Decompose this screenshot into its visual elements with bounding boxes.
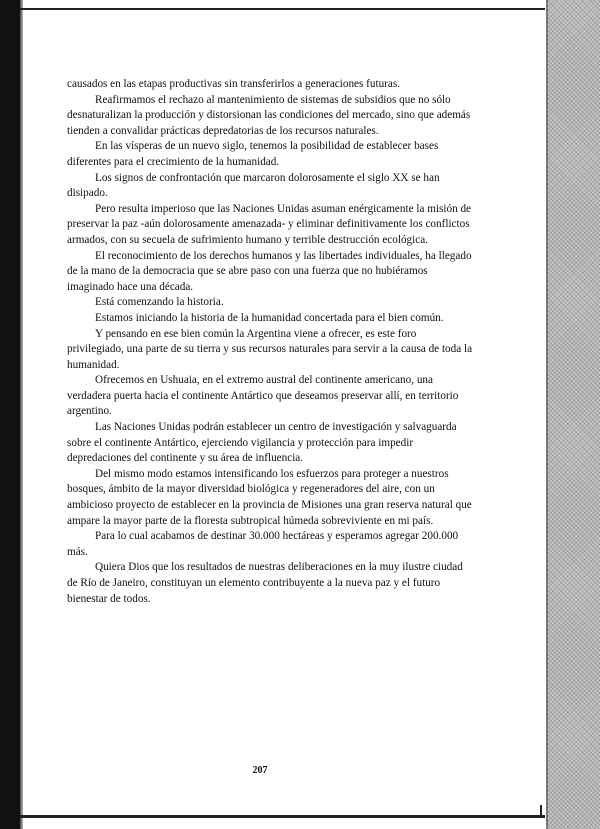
paragraph: Del mismo modo estamos intensificando los esfuerzos para proteger a nuestros bosques, ámbito de la mayor diversidad biológica y regeneradores del aire, con un ambicioso proyecto de establecer en la provincia de Misiones una gran reserva natural que ampare la mayor parte de la floresta subtropical húmeda sobreviviente en mi país. [67, 467, 472, 527]
paragraph: En las vísperas de un nuevo siglo, tenemos la posibilidad de establecer bases diferentes para el crecimiento de la humanidad. [67, 140, 439, 168]
scan-corner-mark [540, 805, 542, 817]
paragraph: Está comenzando la historia. [95, 296, 224, 309]
bottom-page-edge [20, 815, 545, 818]
top-page-edge [20, 8, 545, 10]
document-body [67, 77, 475, 607]
paragraph: Estamos iniciando la historia de la humanidad concertada para el bien común. [95, 311, 444, 324]
paragraph: Ofrecemos en Ushuaia, en el extremo austral del continente americano, una verdadera puerta hacia el continente Antártico que deseamos preservar allí, en territorio argentino. [67, 374, 459, 418]
paragraph: Pero resulta imperioso que las Naciones Unidas asuman enérgicamente la misión de preservar la paz -aún dolorosamente amenazada- y eliminar definitivamente los conflictos armados, con su secuela de sufrimiento humano y terrible destrucción ecológica. [67, 202, 472, 246]
paragraph: causados en las etapas productivas sin transferirlos a generaciones futuras. [67, 78, 401, 90]
scan-binding-edge [0, 0, 20, 829]
paragraph: Los signos de confrontación que marcaron dolorosamente el siglo XX se han disipado. [67, 171, 440, 200]
paragraph: Reafirmamos el rechazo al mantenimiento de sistemas de subsidios que no sólo desnaturalizan la producción y distorsionan las condiciones del mercado, sino que además tienden a convalidar prácticas depredatorias de los recursos naturales. [67, 93, 471, 137]
page-number: 207 [252, 765, 268, 776]
paragraph: Y pensando en ese bien común la Argentina viene a ofrecer, es este foro privilegiado, una parte de su tierra y sus recursos naturales para servir a la causa de toda la humanidad. [67, 327, 473, 371]
paragraph: Quiera Dios que los resultados de nuestras deliberaciones en la muy ilustre ciudad de Río de Janeiro, constituyan un elemento contribuyente a la nueva paz y el futuro bienestar de todos. [67, 561, 463, 605]
paragraph: Las Naciones Unidas podrán establecer un centro de investigación y salvaguarda sobre el continente Antártico, ejerciendo vigilancia y protección para impedir depredaciones del continente y su área de influencia. [67, 421, 457, 465]
scan-margin-texture [548, 0, 600, 829]
paragraph: El reconocimiento de los derechos humanos y las libertades individuales, ha llegado de la mano de la democracia que se abre paso con una fuerza que no hubiéramos imaginado hace una década. [67, 249, 472, 293]
paragraph: Para lo cual acabamos de destinar 30.000 hectáreas y esperamos agregar 200.000 más. [67, 530, 459, 558]
